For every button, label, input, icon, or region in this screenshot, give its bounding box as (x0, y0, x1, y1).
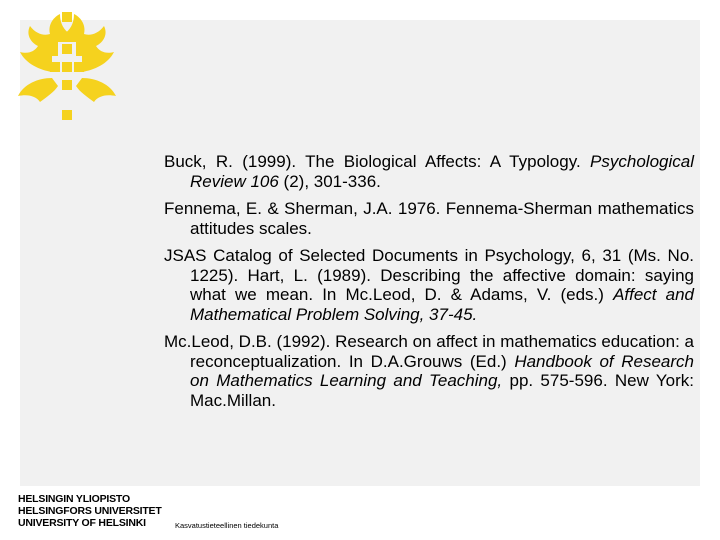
reference-text: Buck, R. (1999). The Biological Affects: A Typology. (164, 152, 591, 171)
reference-text: pp. 575-596. New York: Mac.Millan. (190, 371, 694, 410)
reference-list (164, 152, 694, 418)
reference-text: Mc.Leod, D.B. (1992). Research on affect in mathematics education: a reconceptualization. In D.A.Grouws (Ed.) (164, 332, 694, 371)
faculty-name: Kasvatustieteellinen tiedekunta (175, 521, 279, 530)
reference-entry (164, 332, 694, 410)
university-name-fi: HELSINGIN YLIOPISTO (18, 493, 130, 505)
reference-italic-text: Affect and Mathematical Problem Solving, 37-45. (190, 285, 694, 324)
university-name-en: UNIVERSITY OF HELSINKI (18, 517, 146, 529)
university-name-sv: HELSINGFORS UNIVERSITET (18, 505, 162, 517)
reference-text: Fennema, E. & Sherman, J.A. 1976. Fennema-Sherman mathematics attitudes scales. (164, 199, 694, 238)
flame-cross-icon (18, 12, 134, 122)
reference-italic-text: Psychological Review 106 (190, 152, 694, 191)
reference-entry (164, 152, 694, 191)
reference-text: JSAS Catalog of Selected Documents in Psychology, 6, 31 (Ms. No. 1225). Hart, L. (1989). Describing the affective domain: saying what we mean. In Mc.Leod, D. & Adams, V. (eds.) (164, 246, 694, 304)
reference-entry (164, 246, 694, 324)
reference-italic-text: Handbook of Research on Mathematics Learning and Teaching, (190, 351, 694, 390)
university-name (18, 493, 162, 529)
reference-entry (164, 199, 694, 238)
reference-text: (2), 301-336. (278, 171, 381, 191)
